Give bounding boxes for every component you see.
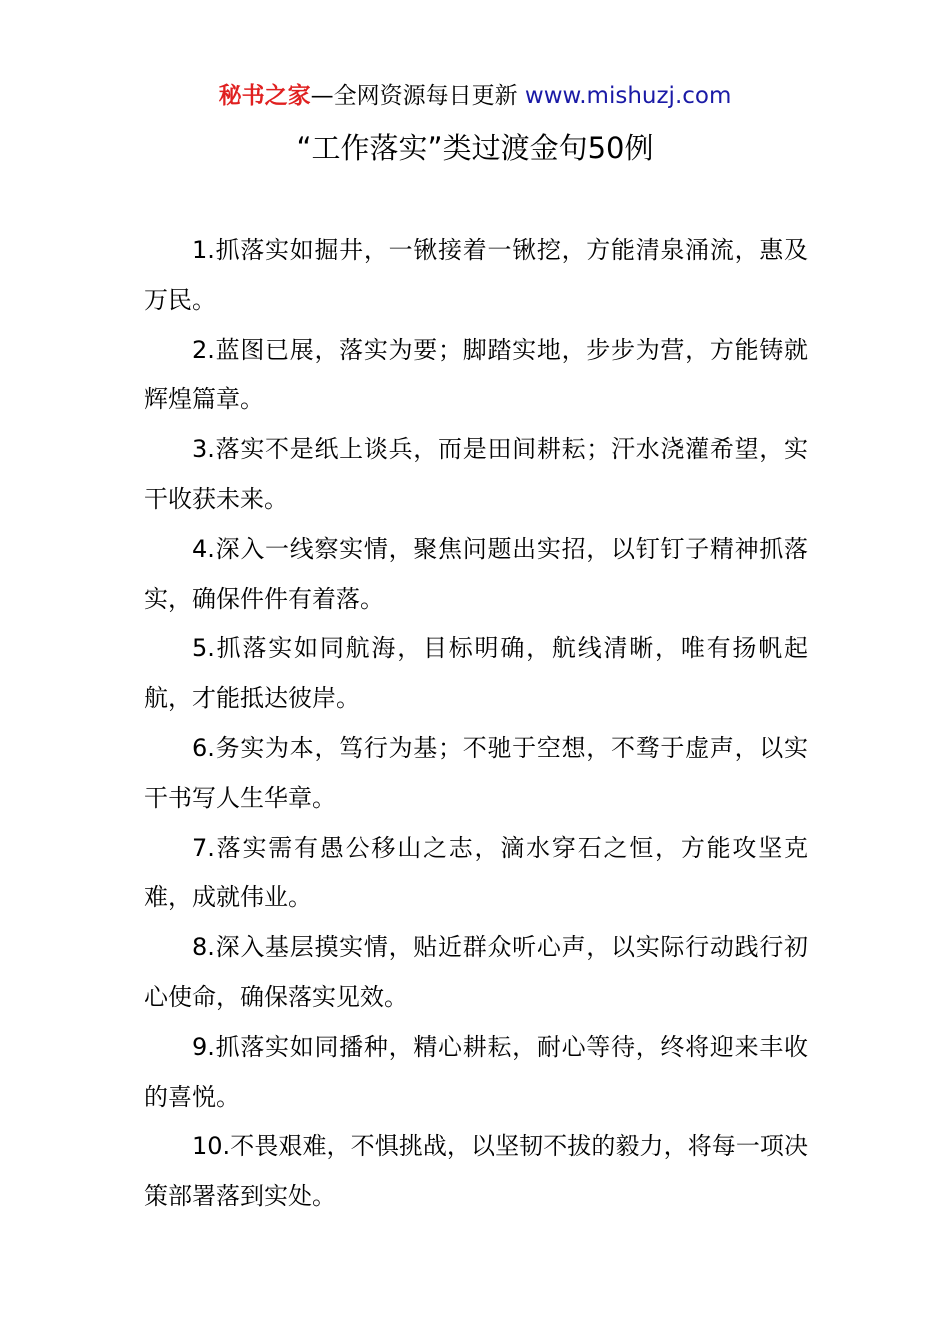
document-body xyxy=(144,226,808,1222)
paragraph-9: 9.抓落实如同播种，精心耕耘，耐心等待，终将迎来丰收的喜悦。 xyxy=(144,1032,808,1111)
site-header xyxy=(0,80,950,112)
paragraph-1: 1.抓落实如掘井，一锹接着一锹挖，方能清泉涌流，惠及万民。 xyxy=(144,236,808,314)
paragraph-8: 8.深入基层摸实情，贴近群众听心声，以实际行动践行初心使命，确保落实见效。 xyxy=(144,933,808,1011)
paragraph-2: 2.蓝图已展，落实为要；脚踏实地，步步为营，方能铸就辉煌篇章。 xyxy=(144,335,808,414)
paragraph-5: 5.抓落实如同航海，目标明确，航线清晰，唯有扬帆起航，才能抵达彼岸。 xyxy=(144,634,808,713)
brand-name: 秘书之家 xyxy=(218,83,311,109)
paragraph-3: 3.落实不是纸上谈兵，而是田间耕耘；汗水浇灌希望，实干收获未来。 xyxy=(144,435,808,513)
paragraph-10: 10.不畏艰难，不惧挑战，以坚韧不拔的毅力，将每一项决策部署落到实处。 xyxy=(144,1132,808,1211)
paragraph-6: 6.务实为本，笃行为基；不驰于空想，不骛于虚声，以实干书写人生华章。 xyxy=(144,733,808,812)
site-url-link[interactable]: www.mishuzj.com xyxy=(524,83,732,109)
paragraph-4: 4.深入一线察实情，聚焦问题出实招，以钉钉子精神抓落实，确保件件有着落。 xyxy=(144,534,808,613)
document-title: “工作落实”类过渡金句50例 xyxy=(296,131,654,165)
paragraph-7: 7.落实需有愚公移山之志，滴水穿石之恒，方能攻坚克难，成就伟业。 xyxy=(144,833,808,912)
header-tagline: —全网资源每日更新 xyxy=(310,83,525,109)
